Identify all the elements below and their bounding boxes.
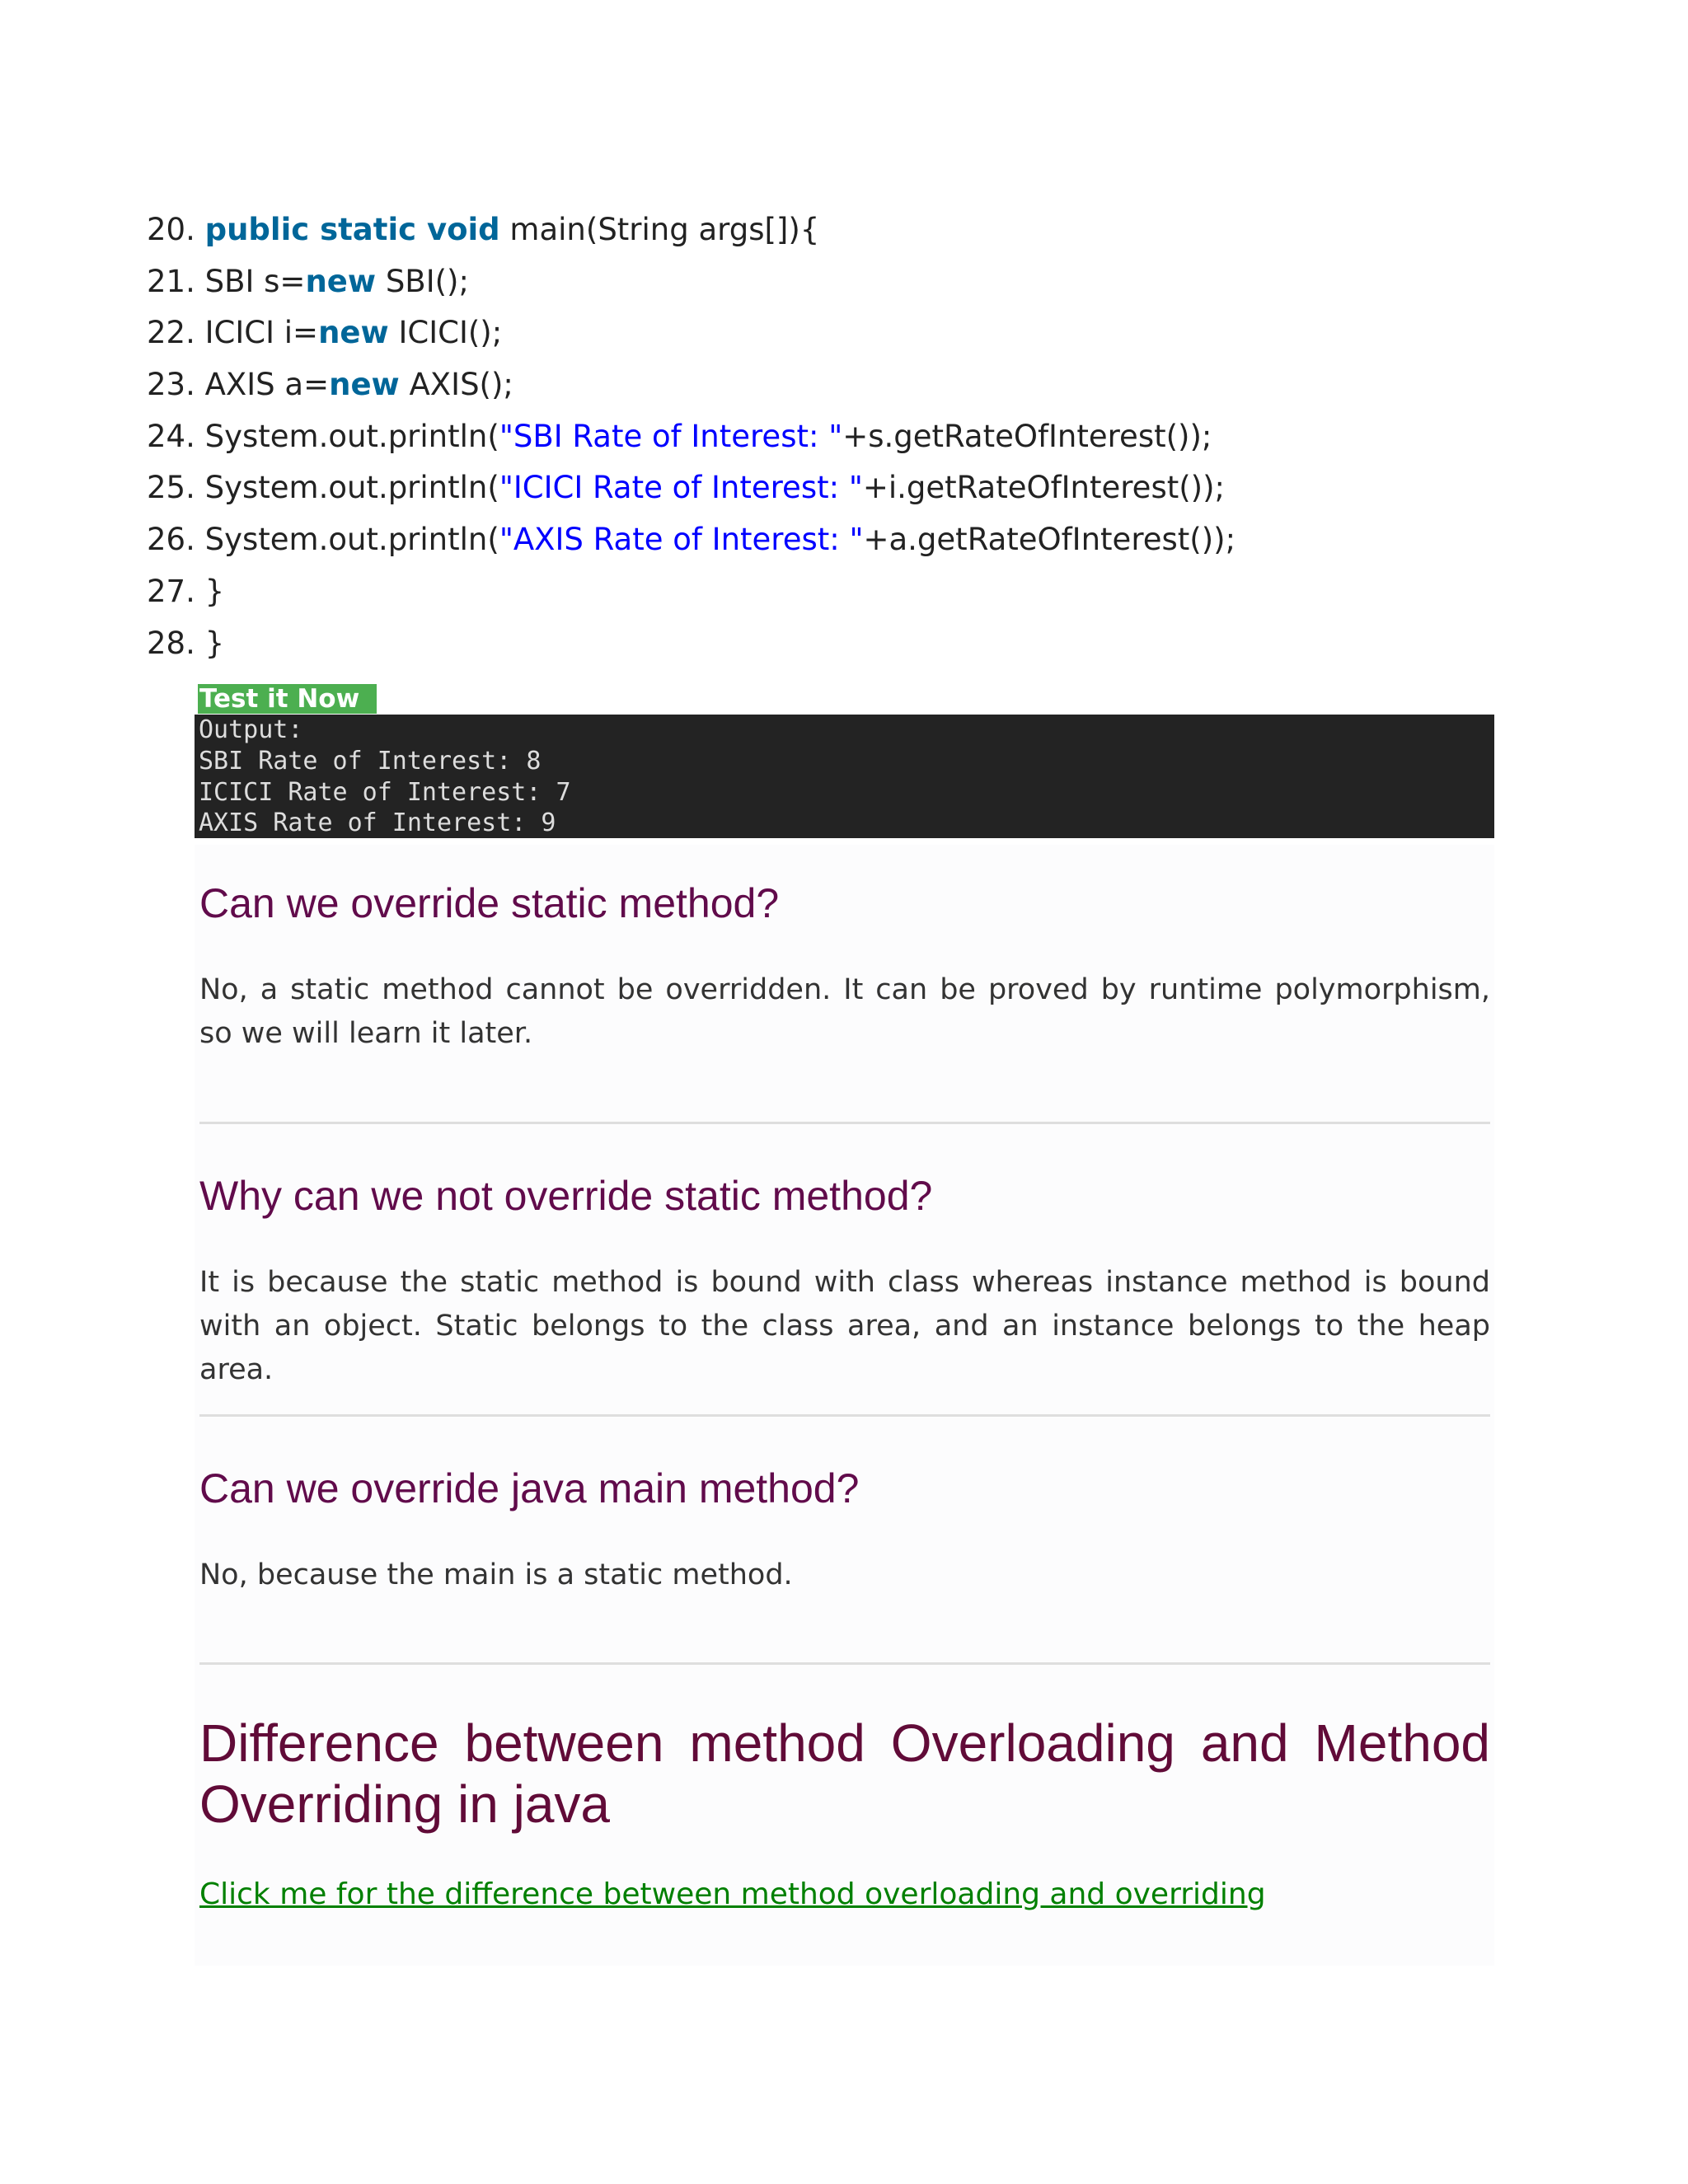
line-number: 25. <box>147 470 195 506</box>
line-number: 28. <box>147 625 195 661</box>
code-text: main(String args[]){ <box>499 212 820 247</box>
difference-link[interactable]: Click me for the difference between method overloading and overriding <box>199 1877 1266 1911</box>
paragraph-override-static: No, a static method cannot be overridden. It can be proved by runtime polymorphism, so we will learn it later. <box>199 973 1490 1050</box>
output-line: SBI Rate of Interest: 8 <box>199 746 542 776</box>
line-number: 21. <box>147 263 195 299</box>
output-line: AXIS Rate of Interest: 9 <box>199 808 556 838</box>
code-listing <box>147 204 1548 669</box>
divider <box>199 1662 1490 1665</box>
code-line <box>147 462 1548 514</box>
code-text: System.out.println( <box>204 470 499 506</box>
code-text: System.out.println( <box>204 418 499 454</box>
output-console <box>195 715 1494 838</box>
code-text: +i.getRateOfInterest()); <box>862 470 1225 506</box>
code-text: ICICI(); <box>388 315 503 351</box>
code-string: "ICICI Rate of Interest: " <box>499 470 863 506</box>
code-line <box>147 256 1548 308</box>
heading-why-not-override: Why can we not override static method? <box>199 1173 933 1219</box>
code-text: } <box>204 573 225 609</box>
divider <box>199 1414 1490 1417</box>
line-number: 23. <box>147 367 195 403</box>
code-line <box>147 566 1548 618</box>
code-text: System.out.println( <box>204 522 499 558</box>
code-text: } <box>204 625 225 661</box>
code-text: AXIS(); <box>399 367 513 403</box>
code-line <box>147 411 1548 463</box>
line-number: 22. <box>147 315 195 351</box>
code-keyword: new <box>305 263 377 299</box>
line-number: 27. <box>147 573 195 609</box>
output-line: Output: <box>199 715 303 744</box>
code-string: "SBI Rate of Interest: " <box>499 418 843 454</box>
code-text: SBI(); <box>376 263 469 299</box>
paragraph-why-not-override: It is because the static method is bound with class whereas instance method is bound with an object. Static belongs to the class area, and an instance belongs to the heap area. <box>199 1266 1490 1386</box>
code-line <box>147 618 1548 670</box>
paragraph-override-main: No, because the main is a static method. <box>199 1558 793 1591</box>
output-line: ICICI Rate of Interest: 7 <box>199 777 571 807</box>
heading-override-main: Can we override java main method? <box>199 1465 860 1511</box>
code-line <box>147 204 1548 256</box>
divider <box>199 1122 1490 1124</box>
heading-difference: Difference between method Overloading and Method Overriding in java <box>199 1713 1490 1834</box>
code-line <box>147 359 1548 411</box>
code-text: +a.getRateOfInterest()); <box>863 522 1236 558</box>
code-line <box>147 514 1548 566</box>
code-text: SBI s= <box>204 263 306 299</box>
code-text: ICICI i= <box>204 315 319 351</box>
line-number: 24. <box>147 418 195 454</box>
heading-override-static: Can we override static method? <box>199 880 780 926</box>
code-keyword: new <box>318 315 389 351</box>
code-string: "AXIS Rate of Interest: " <box>499 522 864 558</box>
test-it-now-button[interactable]: Test it Now <box>198 684 377 714</box>
line-number: 20. <box>147 212 195 247</box>
code-text: +s.getRateOfInterest()); <box>842 418 1212 454</box>
code-keyword: new <box>329 367 400 403</box>
line-number: 26. <box>147 522 195 558</box>
code-text: AXIS a= <box>204 367 330 403</box>
code-keyword: public static void <box>204 212 500 247</box>
code-line <box>147 307 1548 359</box>
